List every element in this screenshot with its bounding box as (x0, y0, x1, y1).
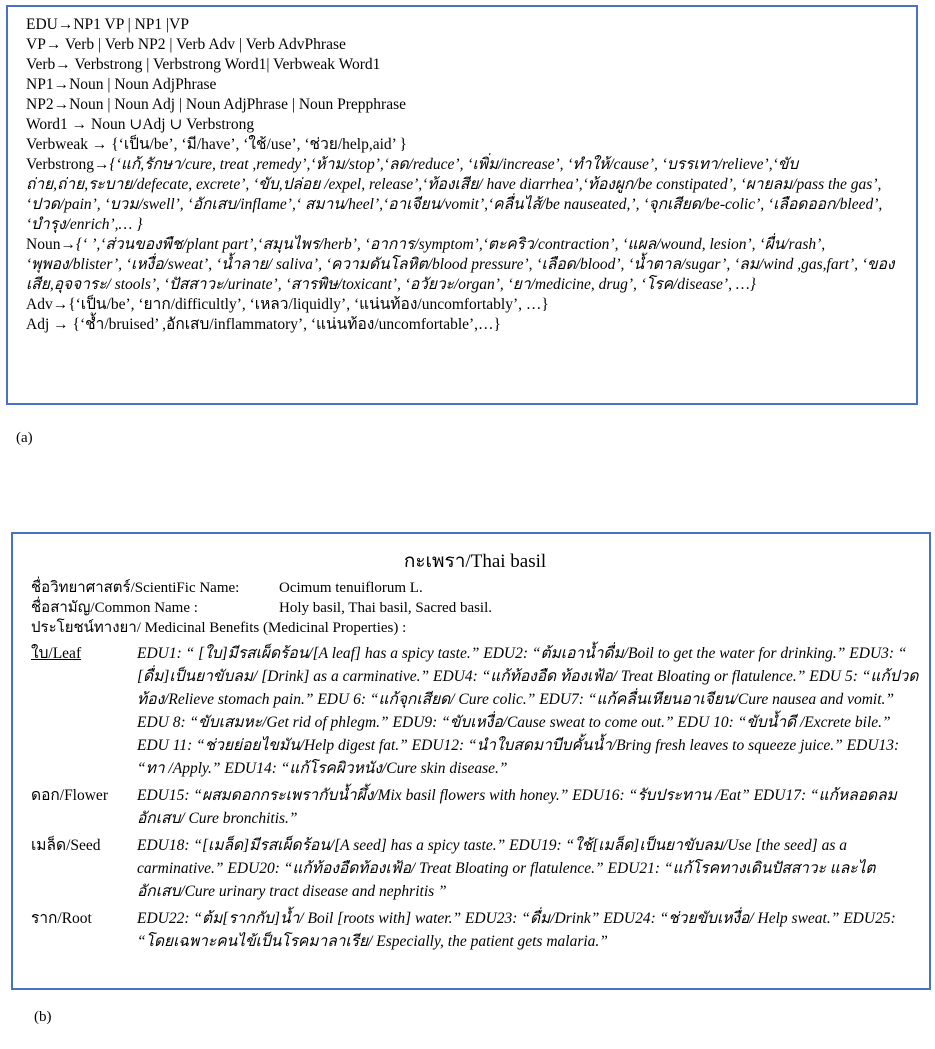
rule-np1: NP1→Noun | Noun AdjPhrase (26, 76, 217, 93)
rule-noun (26, 235, 906, 295)
common-name-row (31, 598, 919, 618)
rule-adv: Adv→{‘เป็น/be’, ‘ยาก/difficultly’, ‘เหลว/liquidly’, ‘แน่นท้อง/uncomfortably’, …} (26, 296, 549, 313)
rule-vp: VP→ Verb | Verb NP2 | Verb Adv | Verb AdvPhrase (26, 36, 346, 53)
thai-basil-box (11, 532, 931, 990)
seed-section (31, 834, 919, 903)
medicinal-benefits-label: ประโยชน์ทางยา/ Medicinal Benefits (Medicinal Properties) : (31, 620, 407, 636)
scientific-name-row (31, 578, 919, 598)
flower-edus: EDU15: “ผสมดอกกระเพรากับน้ำผึ้ง/Mix basil flowers with honey.” EDU16: “รับประทาน /Eat” EDU17: “แก้หลอดลมอักเสบ/ Cure bronchitis.” (137, 787, 897, 827)
plant-title: กะเพรา/Thai basil (403, 551, 547, 572)
verb-strong-label: Verbstrong→ (26, 156, 110, 173)
seed-label: เมล็ด/Seed (31, 837, 101, 854)
leaf-label: ใบ/Leaf (31, 645, 82, 662)
root-edus: EDU22: “ต้ม[รากกับ]น้ำ/ Boil [roots with] water.” EDU23: “ดื่ม/Drink” EDU24: “ช่วยขับเหงื่อ/ Help sweat.” EDU25: “โดยเฉพาะคนไข้เป็นโรคมาลาเรีย/ Especially, the patient gets malaria.” (137, 910, 896, 950)
scientific-name-label: ชื่อวิทยาศาสตร์/ScientiFic Name: (31, 580, 240, 596)
grammar-rules-box (6, 5, 918, 405)
root-section (31, 907, 919, 953)
verb-strong-list: {‘แก้,รักษา/cure, treat ,remedy’,‘ห้าม/stop’,‘ลด/reduce’, ‘เพิ่ม/increase’, ‘ทำให้/cause’, ‘บรรเทา/relieve’,‘ขับถ่าย,ถ่าย,ระบาย/defecate, excrete’, ‘ขับ,ปล่อย /expel, release’,‘ท้องเสีย/ have diarrhea’,‘ท้องผูก/be constipated’, ‘ผายลม/pass the gas’, ‘ปวด/pain’, ‘บวม/swell’, ‘อักเสบ/inflame’,‘ สมาน/heel’,‘อาเจียน/vomit’,‘คลื่นไส้/be nauseated,’, ‘จุกเสียด/be-colic’, ‘เลือดออก/bleed’, ‘บำรุง/enrich’,… } (26, 156, 883, 233)
flower-section (31, 784, 919, 830)
rule-verb: Verb→ Verbstrong | Verbstrong Word1| Verbweak Word1 (26, 56, 381, 73)
rule-verb-strong (26, 155, 906, 235)
root-label: ราก/Root (31, 910, 92, 927)
rule-np2: NP2→Noun | Noun Adj | Noun AdjPhrase | Noun Prepphrase (26, 96, 406, 113)
rule-word1: Word1 → Noun ∪Adj ∪ Verbstrong (26, 116, 255, 133)
scientific-name-value: Ocimum tenuiflorum L. (279, 580, 423, 596)
noun-label: Noun→ (26, 236, 76, 253)
leaf-edus: EDU1: “ [ใบ]มีรสเผ็ดร้อน/[A leaf] has a spicy taste.” EDU2: “ต้มเอาน้ำดื่ม/Boil to get the water for drinking.” EDU3: “ [ดื่ม]เป็นยาขับลม/ [Drink] as a carminative.” EDU4: “แก้ท้องอืด ท้องเฟ้อ/ Treat Bloating or flatulence.” EDU 5: “แก้ปวดท้อง/Relieve stomach pain.” EDU 6: “แก้จุกเสียด/ Cure colic.” EDU7: “แก้คลื่นเหียนอาเจียน/Cure nausea and vomit.” EDU 8: “ขับเสมหะ/Get rid of phlegm.” EDU9: “ขับเหงื่อ/Cause sweat to come out.” EDU 10: “ขับน้ำดี /Excrete bile.” EDU 11: “ช่วยย่อยไขมัน/Help digest fat.” EDU12: “นำใบสดมาบีบคั้นน้ำ/Bring fresh leaves to squeeze juice.” EDU13: “ทา /Apply.” EDU14: “แก้โรคผิวหนัง/Cure skin disease.” (137, 645, 919, 777)
seed-edus: EDU18: “[เมล็ด]มีรสเผ็ดร้อน/[A seed] has a spicy taste.” EDU19: “ใช้[เมล็ด]เป็นยาขับลม/Use [the seed] as a carminative.” EDU20: “แก้ท้องอืดท้องเฟ้อ/ Treat Bloating or flatulence.” EDU21: “แก้โรคทางเดินปัสสาวะ และไตอักเสบ/Cure urinary tract disease and nephritis ” (137, 837, 876, 900)
common-name-label: ชื่อสามัญ/Common Name : (31, 600, 198, 616)
common-name-value: Holy basil, Thai basil, Sacred basil. (279, 600, 493, 616)
rule-edu: EDU→NP1 VP | NP1 |VP (26, 16, 189, 33)
rule-adj: Adj → {‘ช้ำ/bruised’ ,อักเสบ/inflammatory’, ‘แน่นท้อง/uncomfortable’,…} (26, 316, 501, 333)
figure-label-b: (b) (34, 1009, 52, 1025)
flower-label: ดอก/Flower (31, 787, 108, 804)
noun-list: {‘ ’,‘ส่วนของพืช/plant part’,‘สมุนไพร/herb’, ‘อาการ/symptom’,‘ตะคริว/contraction’, ‘แผล/wound, lesion’, ‘ผื่น/rash’, ‘พุพอง/blister’, ‘เหงื่อ/sweat’, ‘น้ำลาย/ saliva’, ‘ความดันโลหิต/blood pressure’, ‘เลือด/blood’, ‘น้ำตาล/sugar’, ‘ลม/wind ,gas,fart’, ‘ของเสีย,อุจจาระ/ stools’, ‘ปัสสาวะ/urinate’, ‘สารพิษ/toxicant’, ‘อวัยวะ/organ’, ‘ยา/medicine, drug’, ‘โรค/disease’, …} (26, 236, 895, 293)
rule-verb-weak: Verbweak → {‘เป็น/be’, ‘มี/have’, ‘ใช้/use’, ‘ช่วย/help,aid’ } (26, 136, 407, 153)
leaf-section (31, 642, 919, 780)
figure-label-a: (a) (16, 430, 33, 446)
